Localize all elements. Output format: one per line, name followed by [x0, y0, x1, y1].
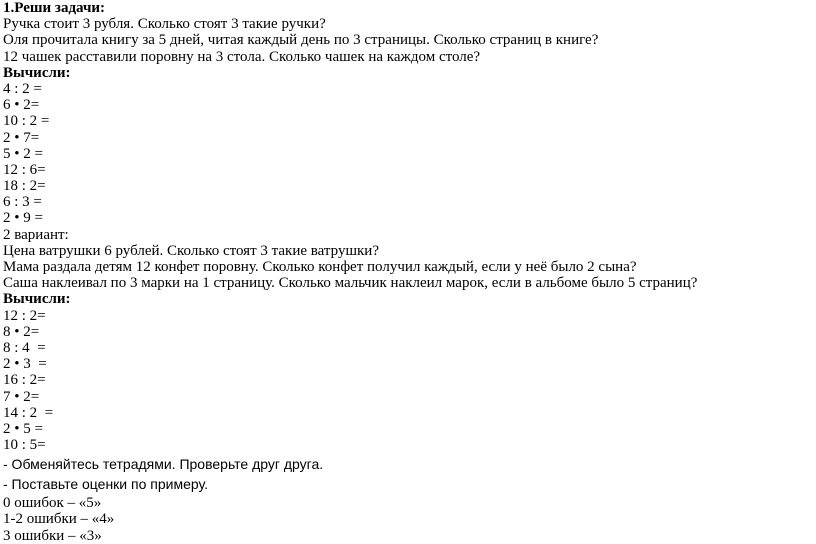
section2-expression: 2 • 3 = [3, 356, 47, 373]
section2-expression: 10 : 5= [3, 437, 46, 454]
section1-title: 1.Реши задачи: [3, 0, 106, 16]
grade-rule: 0 ошибок – «5» [3, 495, 102, 512]
section1-expression: 5 • 2 = [3, 145, 43, 162]
section1-expression: 6 : 3 = [3, 194, 42, 211]
instruction-exchange: - Обменяйтесь тетрадями. Проверьте друг друга. [3, 456, 324, 473]
section1-expression: 2 • 7= [3, 129, 40, 146]
section2-problem-2: Мама раздала детям 12 конфет поровну. Сколько конфет получил каждый, если у неё было 2 сына? [3, 259, 637, 275]
section1-expression: 6 • 2= [3, 97, 40, 114]
section2-expression: 7 • 2= [3, 388, 40, 405]
section1-problem-2: Оля прочитала книгу за 5 дней, читая каждый день по 3 страницы. Сколько страниц в книге? [3, 32, 599, 49]
section2-expression: 2 • 5 = [3, 420, 43, 437]
section1-compute-heading: Вычисли: [3, 64, 71, 81]
section1-expression: 12 : 6= [3, 161, 46, 178]
grade-rule: 3 ошибки – «3» [3, 527, 102, 544]
section2-expression: 8 : 4 = [3, 339, 46, 356]
section2-expression: 8 • 2= [3, 323, 40, 340]
section1-problem-1: Ручка стоит 3 рубля. Сколько стоят 3 такие ручки? [3, 16, 326, 33]
worksheet-document [3, 0, 813, 544]
section1-expression: 10 : 2 = [3, 113, 50, 130]
section2-expression: 14 : 2 = [3, 404, 54, 421]
section1-expression: 2 • 9 = [3, 210, 43, 227]
section1-expression: 4 : 2 = [3, 80, 42, 97]
instruction-grade: - Поставьте оценки по примеру. [3, 476, 208, 493]
section2-problem-3: Саша наклеивал по 3 марки на 1 страницу. Сколько мальчик наклеил марок, если в альбоме было 5 страниц? [3, 275, 698, 292]
section2-expression: 16 : 2= [3, 372, 46, 389]
section2-expression: 12 : 2= [3, 307, 46, 324]
section1-problem-3: 12 чашек расставили поровну на 3 стола. Сколько чашек на каждом столе? [3, 48, 481, 65]
section2-compute-heading: Вычисли: [3, 291, 71, 308]
section2-title: 2 вариант: [3, 226, 69, 243]
grade-rule: 1-2 ошибки – «4» [3, 511, 115, 528]
section1-expression: 18 : 2= [3, 178, 46, 195]
section2-problem-1: Цена ватрушки 6 рублей. Сколько стоят 3 такие ватрушки? [3, 242, 379, 259]
